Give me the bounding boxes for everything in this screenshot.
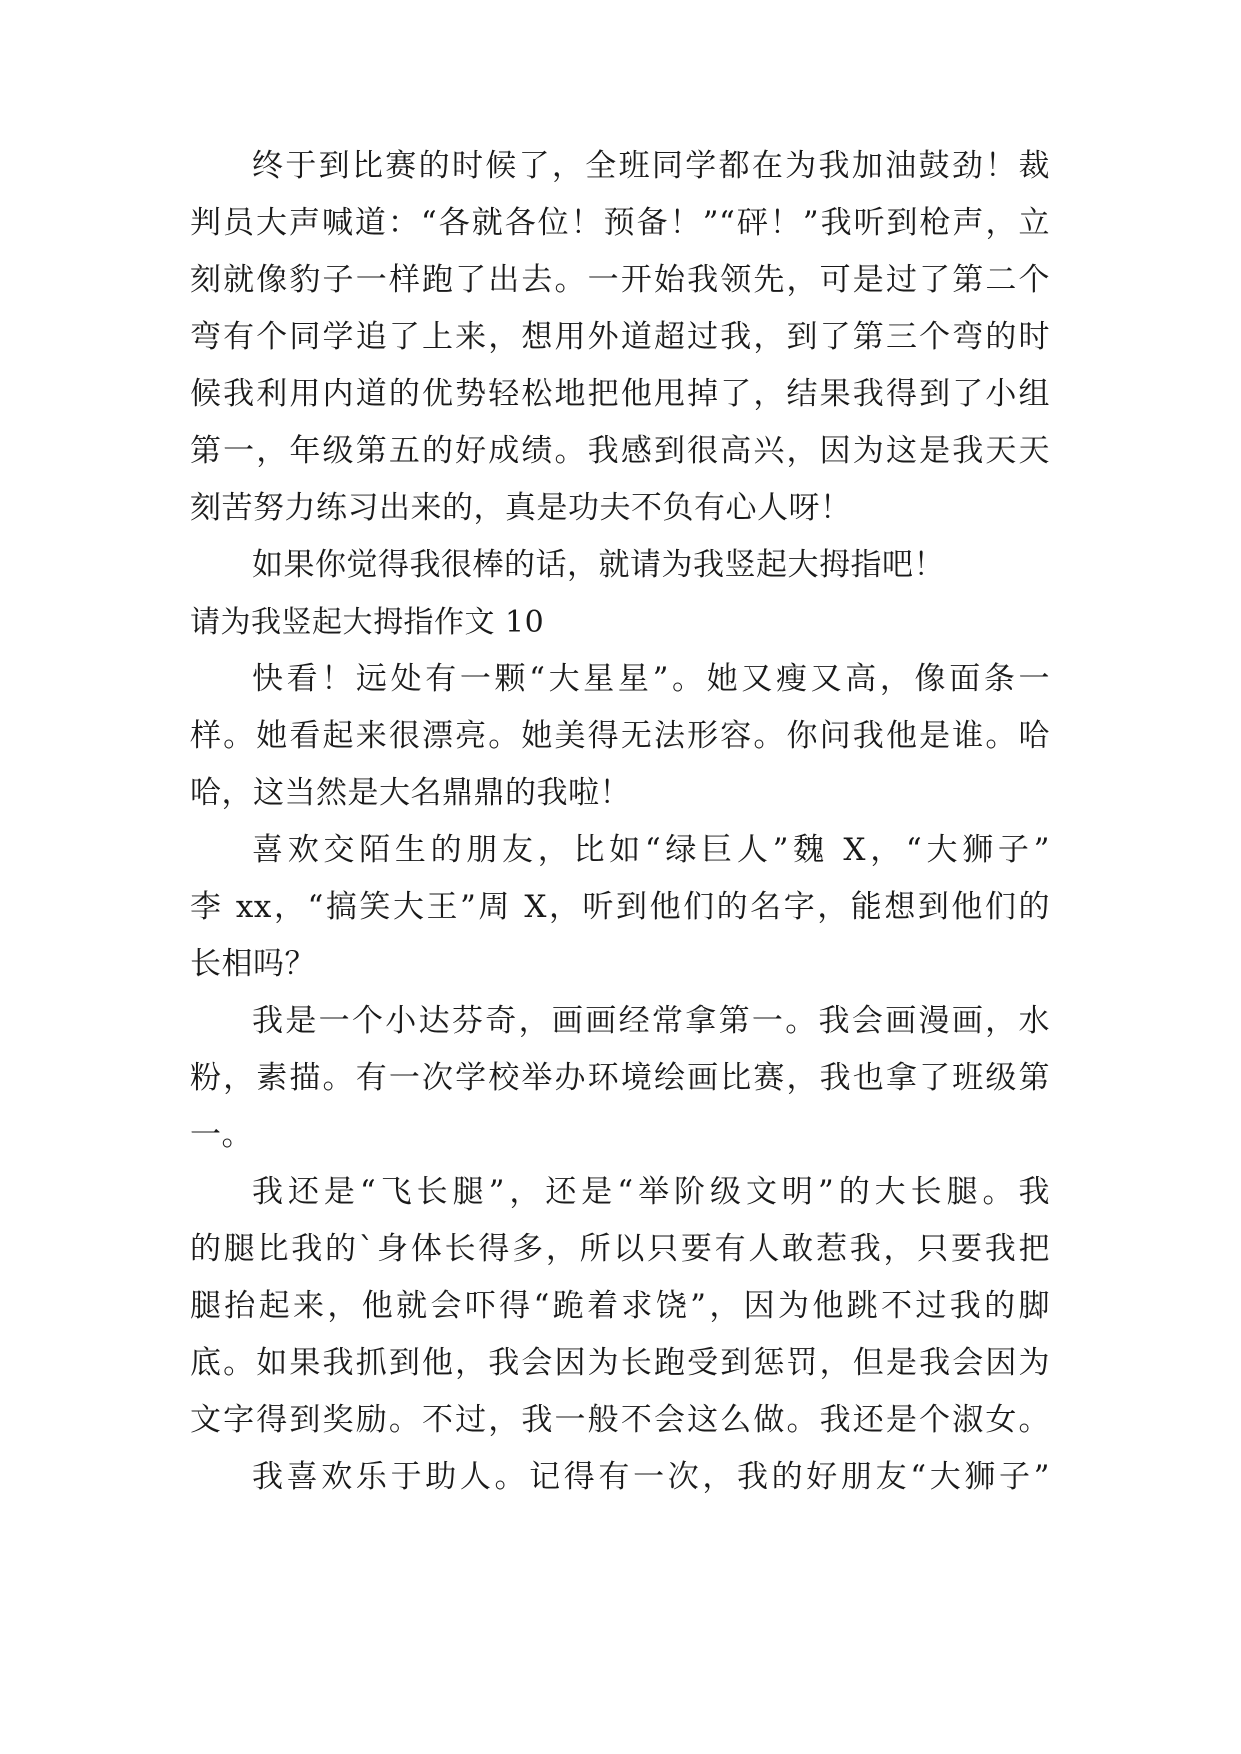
text-line: 哈，这当然是大名鼎鼎的我啦！ xyxy=(190,775,631,811)
text-line: 如果你觉得我很棒的话，就请为我竖起大拇指吧！ xyxy=(252,547,945,583)
text-line: 一。 xyxy=(190,1117,253,1153)
section-title xyxy=(190,594,1050,651)
text-line: 我是一个小达芬奇，画画经常拿第一。我会画漫画，水 xyxy=(252,1003,1050,1039)
text-line: 文字得到奖励。不过，我一般不会这么做。我还是个淑女。 xyxy=(190,1402,1050,1438)
text-line: 我还是“飞长腿”，还是“举阶级文明”的大长腿。我 xyxy=(252,1174,1050,1210)
text-line: 候我利用内道的优势轻松地把他甩掉了，结果我得到了小组 xyxy=(190,376,1050,412)
text-line: 李 xx，“搞笑大王”周 X，听到他们的名字，能想到他们的 xyxy=(190,889,1050,925)
text-line: 判员大声喊道：“各就各位！预备！”“砰！”我听到枪声，立 xyxy=(190,205,1050,241)
text-line: 第一，年级第五的好成绩。我感到很高兴，因为这是我天天 xyxy=(190,433,1050,469)
text-line: 腿抬起来，他就会吓得“跪着求饶”，因为他跳不过我的脚 xyxy=(190,1288,1050,1324)
text-line: 刻就像豹子一样跑了出去。一开始我领先，可是过了第二个 xyxy=(190,262,1050,298)
text-line: 弯有个同学追了上来，想用外道超过我，到了第三个弯的时 xyxy=(190,319,1050,355)
text-line: 终于到比赛的时候了，全班同学都在为我加油鼓劲！裁 xyxy=(252,148,1050,184)
paragraph xyxy=(190,537,1050,594)
text-line: 我喜欢乐于助人。记得有一次，我的好朋友“大狮子” xyxy=(252,1459,1050,1495)
text-line: 快看！远处有一颗“大星星”。她又瘦又高，像面条一 xyxy=(252,661,1050,697)
paragraph xyxy=(190,138,1050,537)
text-line: 长相吗？ xyxy=(190,946,316,982)
paragraph xyxy=(190,651,1050,822)
paragraph xyxy=(190,1164,1050,1449)
text-line: 喜欢交陌生的朋友，比如“绿巨人”魏 X，“大狮子” xyxy=(252,832,1050,868)
paragraph xyxy=(190,822,1050,993)
text-line: 样。她看起来很漂亮。她美得无法形容。你问我他是谁。哈 xyxy=(190,718,1050,754)
paragraph xyxy=(190,993,1050,1164)
document-page xyxy=(190,138,1050,1506)
text-line: 的腿比我的`身体长得多，所以只要有人敢惹我，只要我把 xyxy=(190,1231,1050,1267)
text-line: 粉，素描。有一次学校举办环境绘画比赛，我也拿了班级第 xyxy=(190,1060,1050,1096)
title-line: 请为我竖起大拇指作文 10 xyxy=(190,605,545,640)
paragraph xyxy=(190,1449,1050,1506)
text-line: 底。如果我抓到他，我会因为长跑受到惩罚，但是我会因为 xyxy=(190,1345,1050,1381)
text-line: 刻苦努力练习出来的，真是功夫不负有心人呀！ xyxy=(190,490,852,526)
